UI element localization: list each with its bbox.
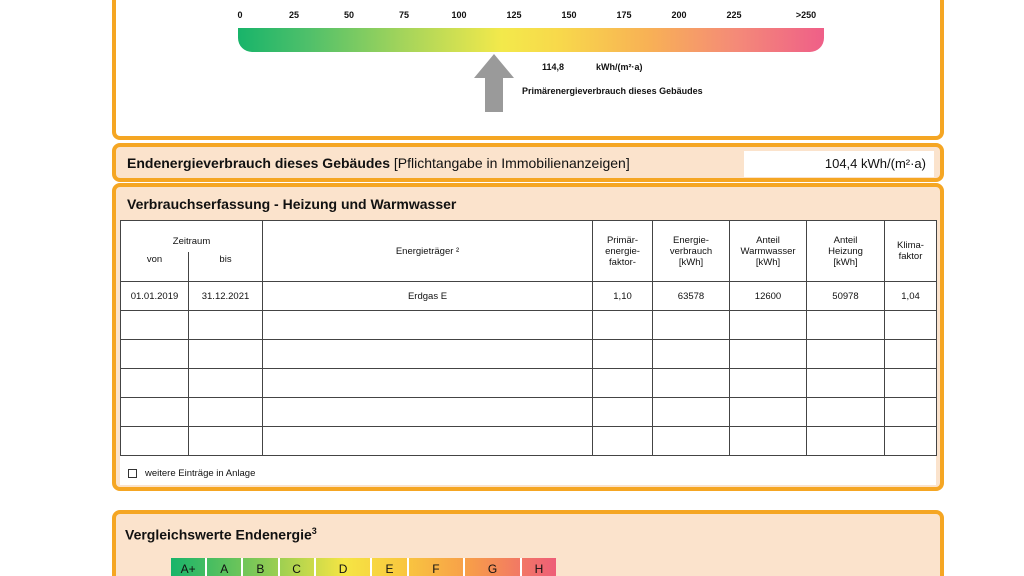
- class-label: C: [280, 558, 316, 576]
- tick-label: 75: [398, 10, 410, 20]
- final-energy-title-note: [Pflichtangabe in Immobilienanzeigen]: [393, 155, 630, 171]
- tick-label: 175: [616, 10, 632, 20]
- cell-heating: 50978: [807, 282, 885, 311]
- final-energy-value: 104,4 kWh/(m²·a): [744, 151, 934, 177]
- header-carrier: Energieträger ²: [263, 221, 593, 282]
- tick-label: 225: [726, 10, 742, 20]
- class-label: A: [207, 558, 243, 576]
- header-climate: Klima- faktor: [885, 221, 937, 282]
- up-arrow-icon: [474, 54, 514, 112]
- energy-scale-panel: [112, 0, 944, 140]
- header-period: Zeitraum: [121, 221, 263, 252]
- cell-from: 01.01.2019: [121, 282, 189, 311]
- comparison-title-sup: 3: [311, 526, 317, 536]
- table-row-empty: [121, 398, 937, 427]
- tick-label: 100: [451, 10, 467, 20]
- final-energy-title: [127, 155, 630, 171]
- header-primary-factor: Primär- energie- faktor-: [593, 221, 653, 282]
- tick-label: 0: [237, 10, 243, 20]
- more-entries-checkbox[interactable]: [128, 469, 137, 478]
- consumption-panel: [112, 183, 944, 491]
- primary-energy-value: 114,8: [542, 62, 565, 72]
- class-label: A+: [171, 558, 207, 576]
- comparison-title-text: Vergleichswerte Endenergie: [125, 526, 312, 543]
- tick-label: 200: [671, 10, 687, 20]
- primary-energy-label: Primärenergieverbrauch dieses Gebäudes: [522, 86, 703, 96]
- class-label: E: [372, 558, 408, 576]
- tick-label: 50: [343, 10, 355, 20]
- cell-carrier: Erdgas E: [263, 282, 593, 311]
- cell-climate: 1,04: [885, 282, 937, 311]
- class-label: H: [534, 562, 544, 576]
- table-row-empty: [121, 427, 937, 456]
- consumption-table: [120, 220, 937, 456]
- cell-to: 31.12.2021: [189, 282, 263, 311]
- final-energy-panel: [112, 143, 944, 182]
- final-energy-title-bold: Endenergieverbrauch dieses Gebäudes: [127, 155, 390, 171]
- class-label: B: [243, 558, 279, 576]
- comparison-title: [125, 526, 317, 543]
- header-heating: Anteil Heizung [kWh]: [807, 221, 885, 282]
- consumption-table-wrap: [120, 220, 936, 485]
- class-label: D: [316, 558, 373, 576]
- tick-label: 125: [506, 10, 522, 20]
- table-row-empty: [121, 369, 937, 398]
- energy-gradient-bar: [238, 28, 824, 52]
- tick-label: >250: [795, 10, 817, 20]
- comparison-panel: [112, 510, 944, 576]
- header-consumption: Energie- verbrauch [kWh]: [653, 221, 730, 282]
- header-hot-water: Anteil Warmwasser [kWh]: [730, 221, 807, 282]
- class-label: G: [465, 558, 522, 576]
- cell-primary-factor: 1,10: [593, 282, 653, 311]
- scale-ticks: [234, 10, 834, 24]
- more-entries-label: weitere Einträge in Anlage: [145, 468, 256, 479]
- tick-label: 150: [561, 10, 577, 20]
- header-from: von: [121, 252, 189, 282]
- cell-consumption: 63578: [653, 282, 730, 311]
- table-row: [121, 282, 937, 311]
- comparison-class-bar: [171, 558, 556, 576]
- primary-energy-unit: kWh/(m²·a): [596, 62, 643, 72]
- class-label: F: [409, 558, 466, 576]
- tick-label: 25: [288, 10, 300, 20]
- consumption-title: Verbrauchserfassung - Heizung und Warmwasser: [127, 196, 457, 212]
- table-row-empty: [121, 340, 937, 369]
- cell-hot-water: 12600: [730, 282, 807, 311]
- more-entries-note: [128, 468, 255, 479]
- header-to: bis: [189, 252, 263, 282]
- table-row-empty: [121, 311, 937, 340]
